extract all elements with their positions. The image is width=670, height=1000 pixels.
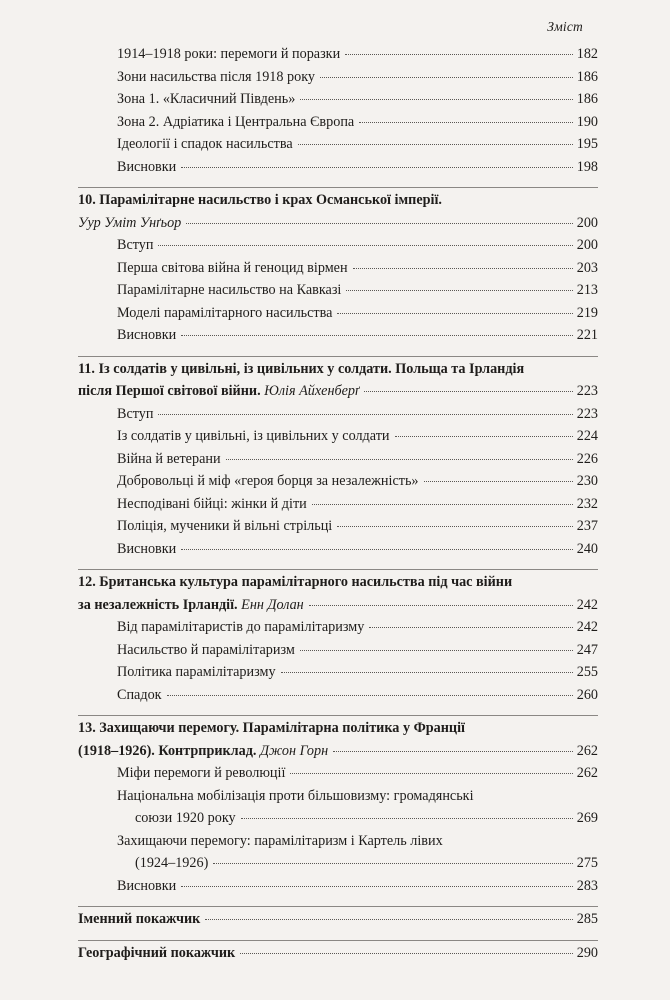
toc-entry-title: Вступ bbox=[117, 405, 154, 422]
toc-entry-continuation[interactable] bbox=[78, 855, 598, 878]
toc-entry-page: 223 bbox=[576, 405, 598, 422]
dot-leader bbox=[298, 144, 573, 145]
toc-entry-page: 285 bbox=[576, 911, 598, 927]
toc-entry-title: Висновки bbox=[117, 327, 177, 343]
toc-entry[interactable] bbox=[78, 642, 598, 665]
chapter-11-title[interactable] bbox=[78, 361, 598, 384]
chapter-title-line: (1918–1926). Контрприклад. bbox=[78, 742, 257, 759]
divider bbox=[78, 187, 598, 188]
toc-entry-page: 186 bbox=[576, 68, 598, 85]
toc-entry[interactable] bbox=[78, 518, 598, 541]
dot-leader bbox=[395, 436, 573, 437]
toc-entry-title: Іменний покажчик bbox=[78, 911, 201, 927]
toc-entry[interactable] bbox=[78, 496, 598, 519]
chapter-title-line: 11. Із солдатів у цивільні, із цивільних у солдати. Польща та Ірландія bbox=[78, 360, 525, 377]
toc-entry-title: Моделі парамілітарного насильства bbox=[117, 304, 333, 321]
toc-entry[interactable] bbox=[78, 305, 598, 328]
chapter-13-title[interactable] bbox=[78, 720, 598, 743]
toc-entry-title: Із солдатів у цивільні, із цивільних у солдати bbox=[117, 428, 390, 444]
chapter-12-author-line[interactable] bbox=[78, 597, 598, 620]
dot-leader bbox=[320, 77, 573, 78]
dot-leader bbox=[333, 751, 573, 752]
toc-entry[interactable] bbox=[78, 428, 598, 451]
dot-leader bbox=[181, 549, 572, 550]
chapter-title-line: 13. Захищаючи перемогу. Парамілітарна політика у Франції bbox=[78, 720, 465, 736]
toc-entry-page: 262 bbox=[576, 742, 598, 759]
toc-entry-page: 190 bbox=[576, 113, 598, 130]
toc-entry-title: Зона 1. «Класичний Південь» bbox=[117, 91, 296, 107]
toc-entry-page: 247 bbox=[576, 641, 598, 658]
dot-leader bbox=[167, 695, 573, 696]
dot-leader bbox=[158, 414, 572, 415]
toc-entry-title: Зона 2. Адріатика і Центральна Європа bbox=[117, 113, 355, 130]
toc-entry-page: 237 bbox=[576, 518, 598, 534]
chapter-author: Джон Горн bbox=[260, 742, 329, 759]
toc-entry-title: Насильство й парамілітаризм bbox=[117, 641, 295, 658]
toc-entry[interactable] bbox=[78, 159, 598, 182]
toc-entry[interactable] bbox=[78, 327, 598, 350]
toc-entry-title: Захищаючи перемогу: парамілітаризм і Картель лівих bbox=[117, 832, 443, 849]
dot-leader bbox=[364, 391, 572, 392]
toc-entry-page: 255 bbox=[576, 664, 598, 680]
toc-entry-page: 224 bbox=[576, 428, 598, 444]
chapter-author: Енн Долан bbox=[241, 596, 304, 613]
divider bbox=[78, 569, 598, 570]
dot-leader bbox=[158, 245, 572, 246]
toc-entry-title: Зони насильства після 1918 року bbox=[117, 68, 315, 85]
dot-leader bbox=[181, 886, 572, 887]
toc-entry[interactable] bbox=[78, 541, 598, 564]
dot-leader bbox=[226, 459, 573, 460]
dot-leader bbox=[309, 605, 573, 606]
toc-entry-page: 182 bbox=[576, 46, 598, 62]
toc-entry[interactable] bbox=[78, 878, 598, 901]
dot-leader bbox=[337, 526, 572, 527]
divider bbox=[78, 940, 598, 941]
toc-entry-title: Географічний покажчик bbox=[78, 944, 236, 961]
toc-entry-page: 219 bbox=[576, 304, 598, 321]
chapter-12-title[interactable] bbox=[78, 574, 598, 597]
chapter-title-line: після Першої світової війни. bbox=[78, 383, 261, 399]
toc-entry-title: 1914–1918 роки: перемоги й поразки bbox=[117, 46, 341, 62]
dot-leader bbox=[424, 481, 573, 482]
toc-entry-title: Висновки bbox=[117, 158, 177, 175]
toc-entry-title: Від парамілітаристів до парамілітаризму bbox=[117, 619, 365, 635]
dot-leader bbox=[369, 627, 572, 628]
toc-entry-title: Національна мобілізація проти більшовизму: громадянські bbox=[117, 787, 474, 804]
dot-leader bbox=[240, 953, 573, 954]
toc-entry-page: 269 bbox=[576, 810, 598, 826]
toc-entry-title: Спадок bbox=[117, 686, 162, 703]
toc-entry-page: 262 bbox=[576, 765, 598, 781]
dot-leader bbox=[213, 863, 572, 864]
toc-entry-continuation[interactable] bbox=[78, 810, 598, 833]
toc-entry-page: 230 bbox=[576, 473, 598, 489]
divider bbox=[78, 356, 598, 357]
toc-entry[interactable] bbox=[78, 114, 598, 137]
chapter-author: Уур Уміт Унґьор bbox=[78, 214, 182, 231]
dot-leader bbox=[300, 650, 573, 651]
toc-entry[interactable] bbox=[78, 237, 598, 260]
toc-entry-title: Міфи перемоги й революції bbox=[117, 765, 286, 781]
table-of-contents bbox=[78, 46, 598, 967]
chapter-title-line: за незалежність Ірландії. bbox=[78, 596, 238, 613]
toc-entry[interactable] bbox=[78, 260, 598, 283]
toc-entry-title: Несподівані бійці: жінки й діти bbox=[117, 495, 307, 512]
toc-entry-title: союзи 1920 року bbox=[135, 810, 236, 826]
index-geographic-entry[interactable] bbox=[78, 945, 598, 968]
toc-entry-page: 195 bbox=[576, 136, 598, 152]
toc-entry[interactable] bbox=[78, 451, 598, 474]
dot-leader bbox=[181, 167, 572, 168]
chapter-10-author-line[interactable] bbox=[78, 215, 598, 238]
dot-leader bbox=[359, 122, 573, 123]
toc-entry-page: 186 bbox=[576, 91, 598, 107]
toc-entry-page: 223 bbox=[576, 383, 598, 399]
toc-entry-page: 275 bbox=[576, 855, 598, 871]
toc-entry-page: 290 bbox=[576, 944, 598, 961]
toc-entry-multiline[interactable] bbox=[78, 788, 598, 811]
toc-entry[interactable] bbox=[78, 69, 598, 92]
chapter-title-line: 10. Парамілітарне насильство і крах Османської імперії. bbox=[78, 192, 442, 208]
toc-entry-title: Політика парамілітаризму bbox=[117, 664, 276, 680]
toc-entry-title: Парамілітарне насильство на Кавказі bbox=[117, 282, 342, 298]
toc-entry-title: Вступ bbox=[117, 237, 154, 253]
toc-entry-page: 283 bbox=[576, 877, 598, 894]
toc-entry[interactable] bbox=[78, 91, 598, 114]
toc-entry-title: Поліція, мученики й вільні стрільці bbox=[117, 518, 333, 534]
toc-entry[interactable] bbox=[78, 619, 598, 642]
toc-entry[interactable] bbox=[78, 765, 598, 788]
toc-entry-page: 232 bbox=[576, 495, 598, 512]
divider bbox=[78, 906, 598, 907]
toc-entry-title: Добровольці й міф «героя борця за незалежність» bbox=[117, 473, 419, 489]
dot-leader bbox=[181, 335, 572, 336]
dot-leader bbox=[205, 919, 572, 920]
chapter-11-author-line[interactable] bbox=[78, 383, 598, 406]
toc-entry-page: 226 bbox=[576, 450, 598, 467]
toc-entry[interactable] bbox=[78, 664, 598, 687]
running-head: Зміст bbox=[547, 19, 583, 34]
toc-entry-title: Війна й ветерани bbox=[117, 450, 221, 467]
toc-entry-page: 213 bbox=[576, 282, 598, 298]
toc-entry[interactable] bbox=[78, 406, 598, 429]
toc-entry-title: Висновки bbox=[117, 877, 177, 894]
index-names-entry[interactable] bbox=[78, 911, 598, 934]
dot-leader bbox=[346, 290, 572, 291]
dot-leader bbox=[312, 504, 573, 505]
chapter-13-author-line[interactable] bbox=[78, 743, 598, 766]
toc-entry-title: (1924–1926) bbox=[135, 855, 209, 871]
toc-entry-page: 198 bbox=[576, 158, 598, 175]
toc-entry-page: 240 bbox=[576, 540, 598, 557]
toc-entry-page: 221 bbox=[576, 327, 598, 343]
toc-entry-title: Ідеології і спадок насильства bbox=[117, 136, 293, 152]
toc-entry-page: 200 bbox=[576, 237, 598, 253]
chapter-title-line: 12. Британська культура парамілітарного насильства під час війни bbox=[78, 574, 513, 590]
toc-entry-page: 203 bbox=[576, 259, 598, 276]
toc-entry-page: 260 bbox=[576, 686, 598, 703]
toc-entry[interactable] bbox=[78, 46, 598, 69]
dot-leader bbox=[337, 313, 572, 314]
divider bbox=[78, 715, 598, 716]
chapter-10-title[interactable] bbox=[78, 192, 598, 215]
toc-entry[interactable] bbox=[78, 136, 598, 159]
toc-entry[interactable] bbox=[78, 473, 598, 496]
dot-leader bbox=[300, 99, 572, 100]
toc-entry[interactable] bbox=[78, 687, 598, 710]
toc-entry-page: 242 bbox=[576, 596, 598, 613]
toc-entry-multiline[interactable] bbox=[78, 833, 598, 856]
toc-entry-title: Висновки bbox=[117, 540, 177, 557]
toc-entry[interactable] bbox=[78, 282, 598, 305]
dot-leader bbox=[290, 773, 572, 774]
toc-entry-page: 200 bbox=[576, 214, 598, 231]
dot-leader bbox=[186, 223, 572, 224]
dot-leader bbox=[345, 54, 573, 55]
dot-leader bbox=[281, 672, 573, 673]
chapter-author: Юлія Айхенберґ bbox=[264, 383, 360, 399]
toc-entry-page: 242 bbox=[576, 619, 598, 635]
dot-leader bbox=[241, 818, 573, 819]
toc-entry-title: Перша світова війна й геноцид вірмен bbox=[117, 259, 348, 276]
dot-leader bbox=[353, 268, 573, 269]
